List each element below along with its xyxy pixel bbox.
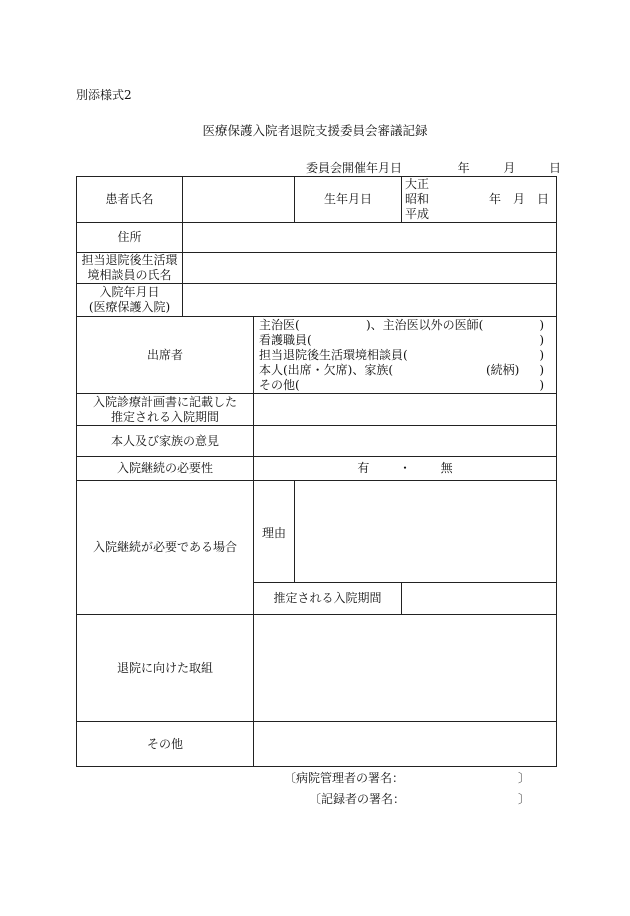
necessity-dot: ・ [399,461,412,475]
counselor-label [77,253,183,284]
record-table [76,176,557,767]
other-label: その他 [77,722,254,767]
counselor-row [77,253,557,284]
meeting-date-year: 年 [457,161,470,175]
estimated-period-field[interactable] [402,583,557,615]
admission-label [77,284,183,317]
recorder-signature-close: 〕 [518,792,531,806]
att-close-3: ) [539,347,545,362]
discharge-efforts-field[interactable] [254,615,557,722]
other-row [77,722,557,767]
att-close-4: ) [539,362,545,377]
era-heisei: 平成 [405,207,430,221]
manager-signature-open: 〔病院管理者の署名： [284,771,405,785]
estimated-period-label: 推定される入院期間 [254,583,402,615]
patient-row [77,177,557,223]
meeting-date-line [306,159,561,176]
attendees-label: 出席者 [77,317,254,394]
counselor-label-line1: 担当退院後生活環 [81,253,178,267]
att-counselor: 担当退院後生活環境相談員( [259,347,408,362]
plan-period-row [77,394,557,426]
plan-period-label [77,394,254,426]
admission-label-line1: 入院年月日 [99,285,160,299]
plan-period-label-line2: 推定される入院期間 [110,409,219,424]
att-close-1: ) [539,317,545,332]
dob-year: 年 [489,192,502,206]
opinion-field[interactable] [254,426,557,457]
reason-field[interactable] [295,481,557,583]
plan-period-label-line1: 入院診療計画書に記載した [92,394,237,409]
dob-field[interactable] [402,177,557,223]
reason-label: 理由 [254,481,295,583]
dob-day: 日 [537,192,550,206]
address-row [77,223,557,253]
att-relationship: (続柄) [485,362,520,377]
necessity-field[interactable] [254,457,557,481]
document-title: 医療保護入院者退院支援委員会審議記録 [202,123,428,138]
opinion-label: 本人及び家族の意見 [77,426,254,457]
patient-name-label: 患者氏名 [77,177,183,223]
admission-row [77,284,557,317]
necessity-yes[interactable]: 有 [357,461,370,475]
meeting-date-day: 日 [549,161,562,175]
discharge-efforts-row [77,615,557,722]
meeting-date-label: 委員会開催年月日 [306,161,403,175]
att-other-physician: )、主治医以外の医師( [365,317,484,332]
necessity-row [77,457,557,481]
plan-period-field[interactable] [254,394,557,426]
address-label: 住所 [77,223,183,253]
att-nursing-staff: 看護職員( [259,332,312,347]
att-close-5: ) [539,377,545,392]
dob-label-cell [295,177,402,223]
necessity-label: 入院継続の必要性 [77,457,254,481]
other-field[interactable] [254,722,557,767]
recorder-signature-open: 〔記録者の署名： [309,792,406,806]
counselor-field[interactable] [183,253,557,284]
dob-month: 月 [513,192,526,206]
necessity-no[interactable]: 無 [440,461,453,475]
if-needed-label: 入院継続が必要である場合 [77,481,254,615]
att-patient-family: 本人(出席・欠席)、家族( [259,362,394,377]
att-others: その他( [259,377,300,392]
dob-label: 生年月日 [323,192,372,206]
era-showa: 昭和 [405,192,430,206]
admission-field[interactable] [183,284,557,317]
meeting-date-month: 月 [503,161,516,175]
reason-row [77,481,557,583]
attendees-field[interactable] [254,317,557,394]
form-label: 別添様式2 [76,88,132,102]
manager-signature-close: 〕 [518,771,531,785]
address-field[interactable] [183,223,557,253]
era-taisho: 大正 [405,177,430,191]
patient-name-field[interactable] [183,177,295,223]
att-close-2: ) [539,332,545,347]
counselor-label-line2: 境相談員の氏名 [87,268,172,282]
opinion-row [77,426,557,457]
attendees-row [77,317,557,394]
att-attending-physician: 主治医( [259,317,300,332]
admission-label-line2: (医療保護入院) [88,300,171,314]
discharge-efforts-label: 退院に向けた取組 [77,615,254,722]
